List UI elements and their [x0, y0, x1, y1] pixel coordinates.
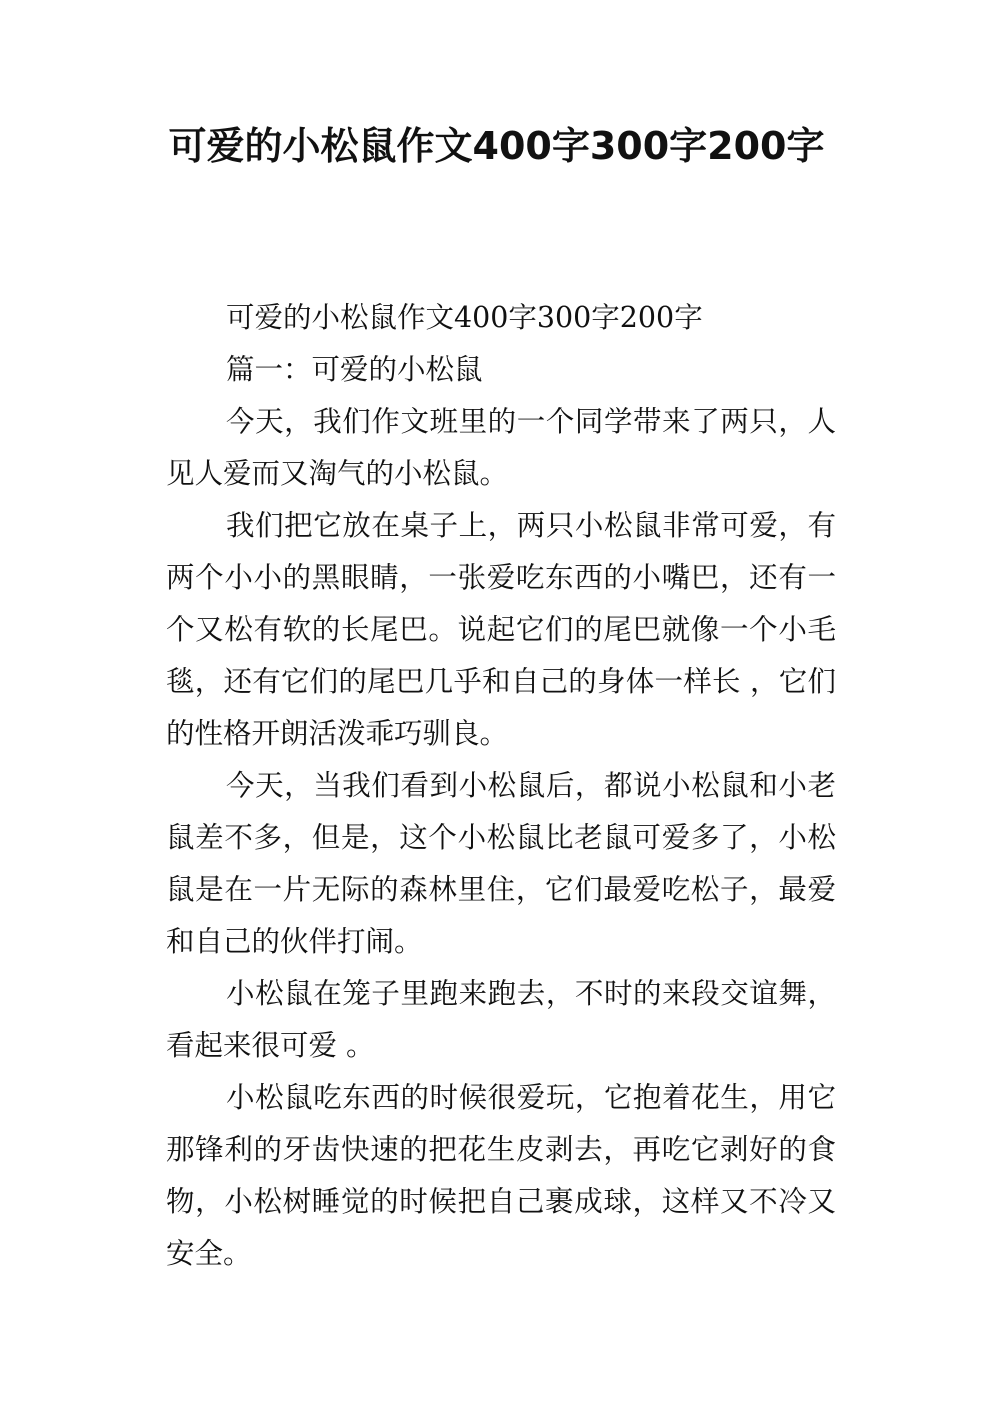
body-paragraph: 我们把它放在桌子上，两只小松鼠非常可爱，有两个小小的黑眼睛，一张爱吃东西的小嘴巴，还有一个又松有软的长尾巴。说起它们的尾巴就像一个小毛毯，还有它们的尾巴几乎和自己的身体一样长 ，它们的性格开朗活泼乖巧驯良。: [166, 509, 836, 750]
document-title: 可爱的小松鼠作文400字300字200字: [168, 124, 825, 168]
body-paragraph: 小松鼠吃东西的时候很爱玩，它抱着花生，用它那锋利的牙齿快速的把花生皮剥去，再吃它剥好的食物，小松树睡觉的时候把自己裹成球，这样又不冷又安全。: [166, 1081, 836, 1270]
body-paragraph: 今天，当我们看到小松鼠后，都说小松鼠和小老鼠差不多，但是，这个小松鼠比老鼠可爱多了，小松鼠是在一片无际的森林里住，它们最爱吃松子，最爱和自己的伙伴打闹。: [166, 769, 836, 958]
document-body: [166, 292, 836, 1280]
body-paragraph: 今天，我们作文班里的一个同学带来了两只，人见人爱而又淘气的小松鼠。: [166, 405, 836, 490]
body-paragraph: 小松鼠在笼子里跑来跑去，不时的来段交谊舞，看起来很可爱 。: [166, 977, 836, 1062]
subtitle-paragraph: 可爱的小松鼠作文400字300字200字: [226, 301, 703, 334]
section-heading: 篇一：可爱的小松鼠: [226, 353, 483, 386]
